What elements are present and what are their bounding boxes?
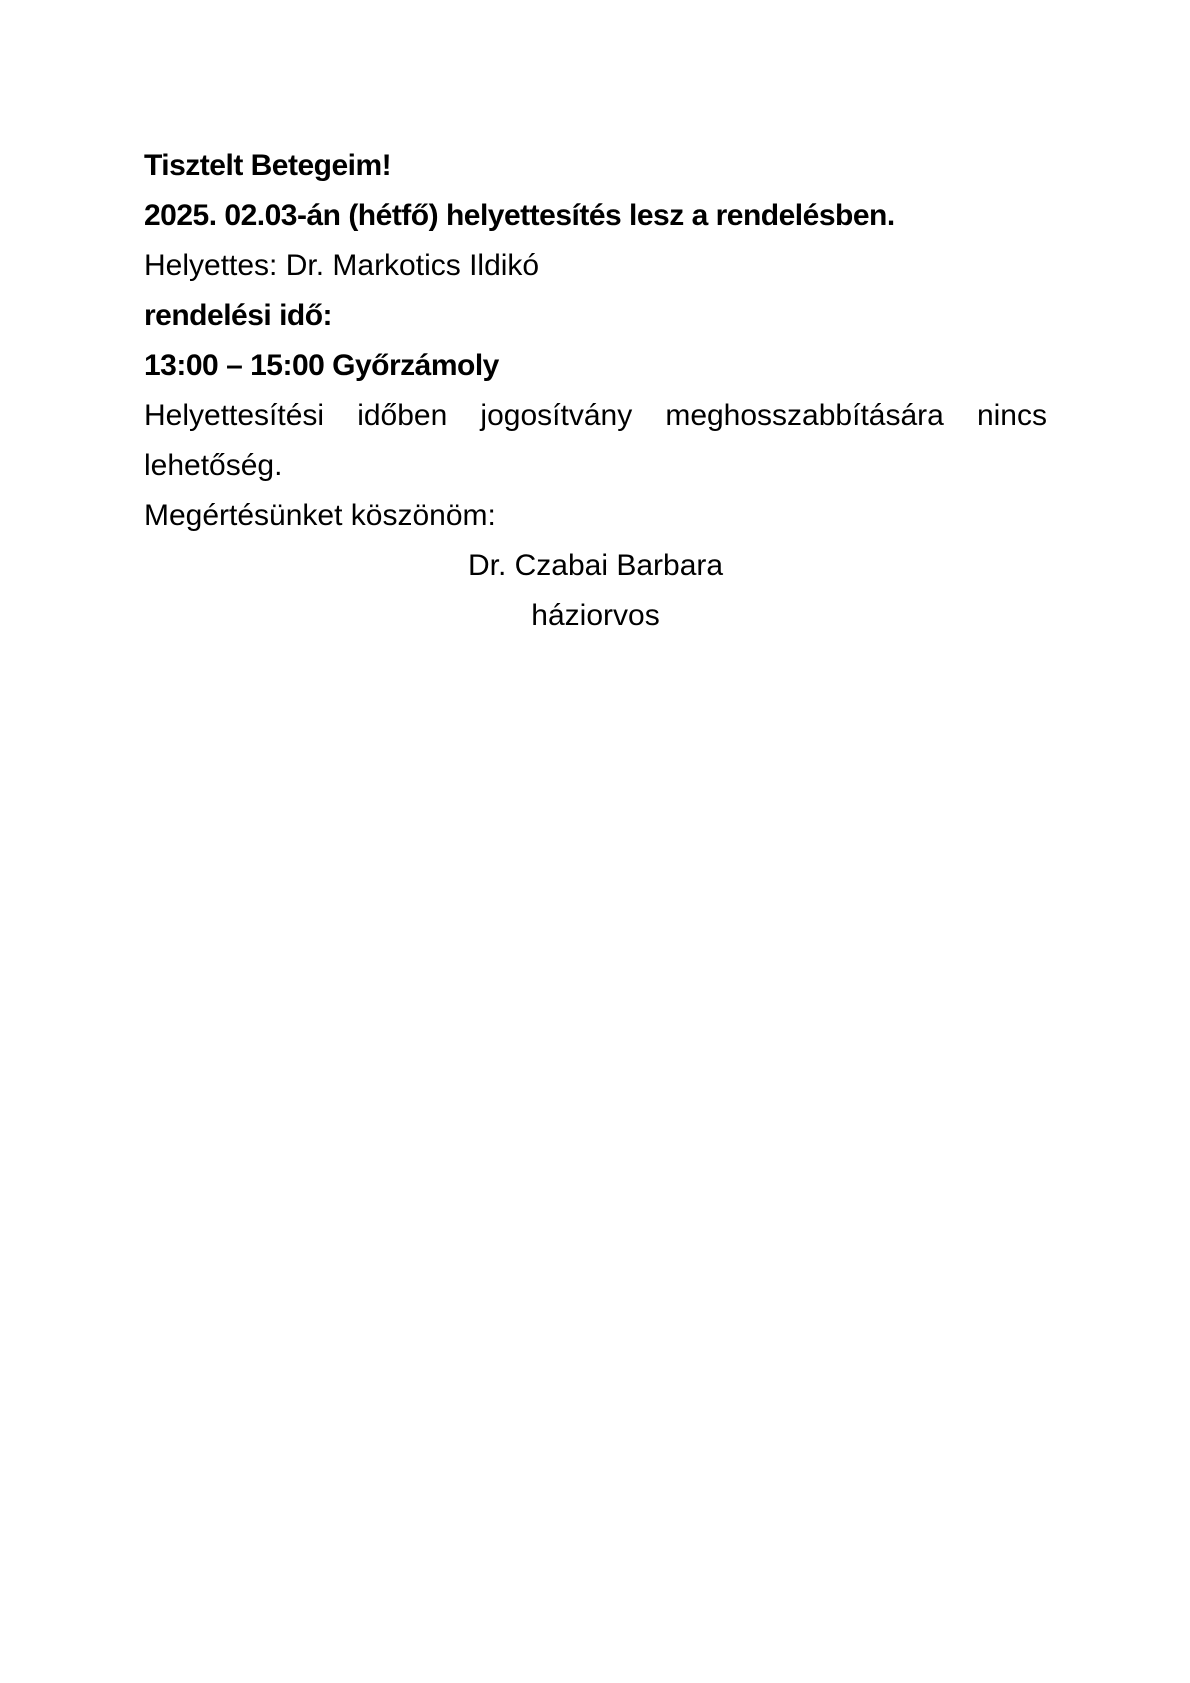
announcement-line: 2025. 02.03-án (hétfő) helyettesítés lesz a rendelésben. (144, 199, 895, 232)
schedule-time-line: 13:00 – 15:00 Győrzámoly (144, 349, 499, 382)
signature-title: háziorvos (531, 599, 660, 632)
greeting-line: Tisztelt Betegeim! (144, 149, 392, 182)
closing-line: Megértésünket köszönöm: (144, 499, 496, 532)
signature-name: Dr. Czabai Barbara (467, 549, 724, 582)
schedule-heading: rendelési idő: (144, 299, 333, 332)
substitute-doctor-line: Helyettes: Dr. Markotics Ildikó (144, 249, 540, 282)
license-notice-paragraph: Helyettesítési időben jogosítvány meghosszabbítására nincs lehetőség. (144, 399, 1047, 482)
notice-content (0, 0, 1190, 641)
